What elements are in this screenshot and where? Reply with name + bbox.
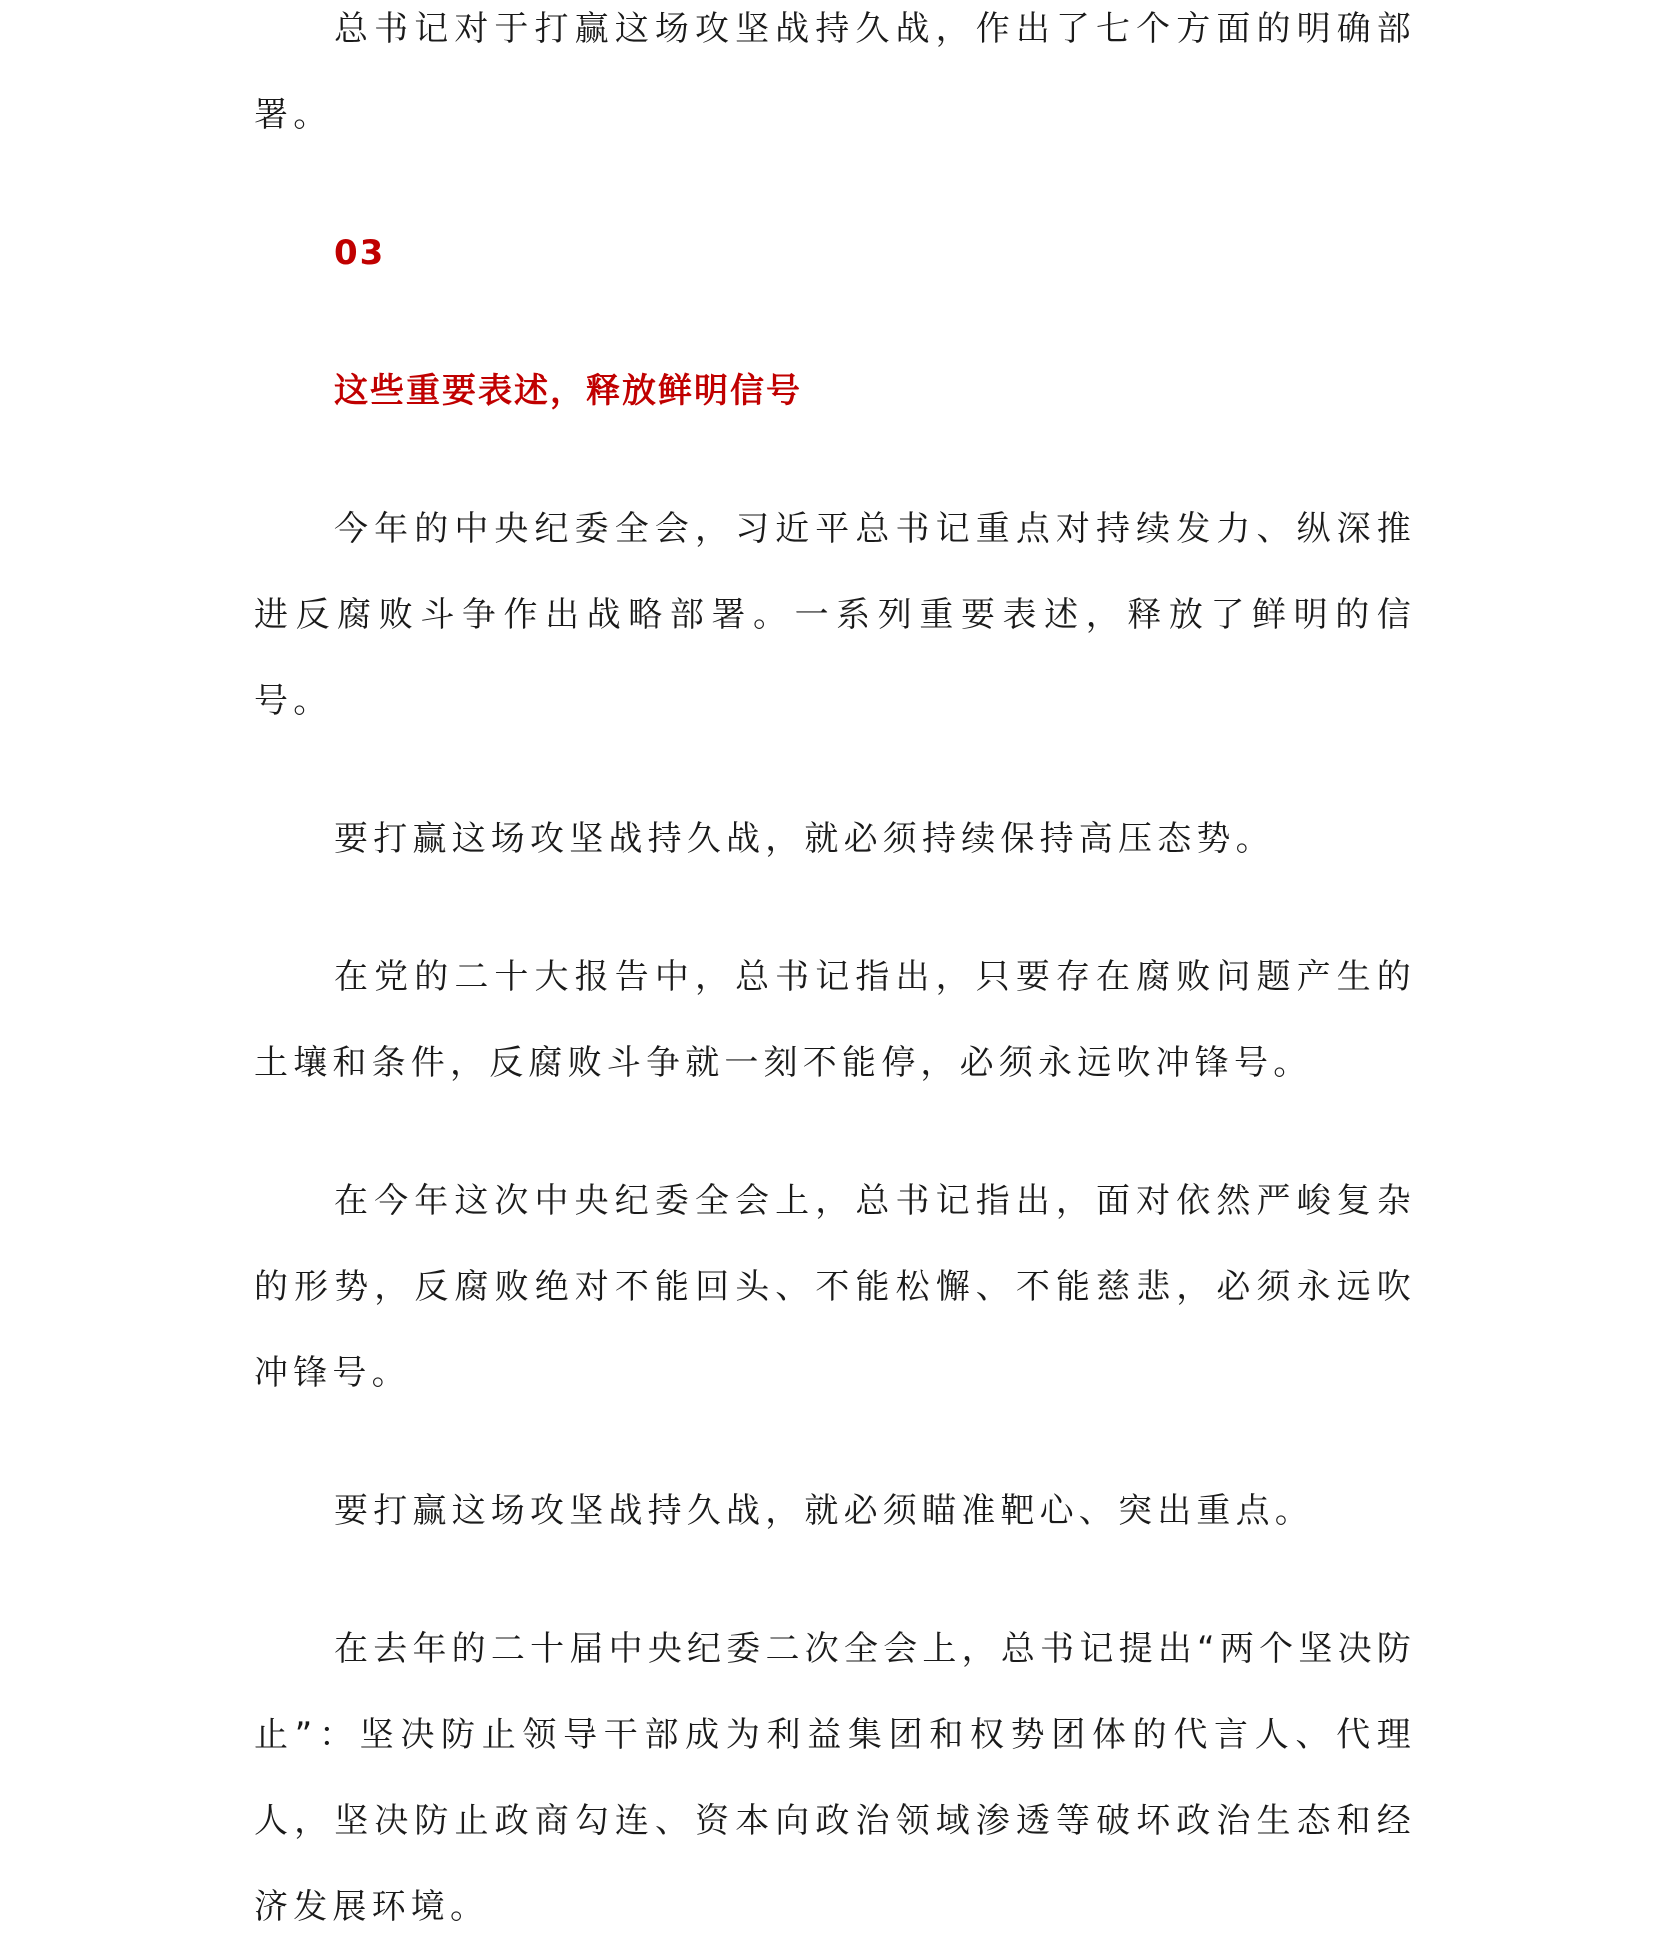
section-heading: 这些重要表述，释放鲜明信号 [334,371,802,411]
paragraph-two-prevents: 在去年的二十届中央纪委二次全会上，总书记提出“两个坚决防止”：坚决防止领导干部成为利益集团和权势团体的代言人、代理人，坚决防止政商勾连、资本向政治领域渗透等破坏政治生态和经济发展环境。 [254,1629,1416,1927]
article-body [254,0,1416,1950]
paragraph-gap [254,1554,1416,1606]
paragraph-plenary: 今年的中央纪委全会，习近平总书记重点对持续发力、纵深推进反腐败斗争作出战略部署。一系列重要表述，释放了鲜明的信号。 [254,509,1416,721]
paragraph-twentieth-report: 在党的二十大报告中，总书记指出，只要存在腐败问题产生的土壤和条件，反腐败斗争就一刻不能停，必须永远吹冲锋号。 [254,957,1416,1083]
paragraph-gap [254,296,1416,348]
paragraph-gap [254,158,1416,210]
paragraph-gap [254,1416,1416,1468]
paragraph-high-pressure: 要打赢这场攻坚战持久战，就必须持续保持高压态势。 [334,819,1275,859]
paragraph-intro-deployment: 总书记对于打赢这场攻坚战持久战，作出了七个方面的明确部署。 [254,9,1416,135]
paragraph-gap [254,744,1416,796]
paragraph-gap [254,882,1416,934]
paragraph-gap [254,434,1416,486]
section-number: 03 [334,233,386,273]
paragraph-this-plenary: 在今年这次中央纪委全会上，总书记指出，面对依然严峻复杂的形势，反腐败绝对不能回头、不能松懈、不能慈悲，必须永远吹冲锋号。 [254,1181,1416,1393]
paragraph-aim-target: 要打赢这场攻坚战持久战，就必须瞄准靶心、突出重点。 [334,1491,1314,1531]
paragraph-gap [254,1106,1416,1158]
